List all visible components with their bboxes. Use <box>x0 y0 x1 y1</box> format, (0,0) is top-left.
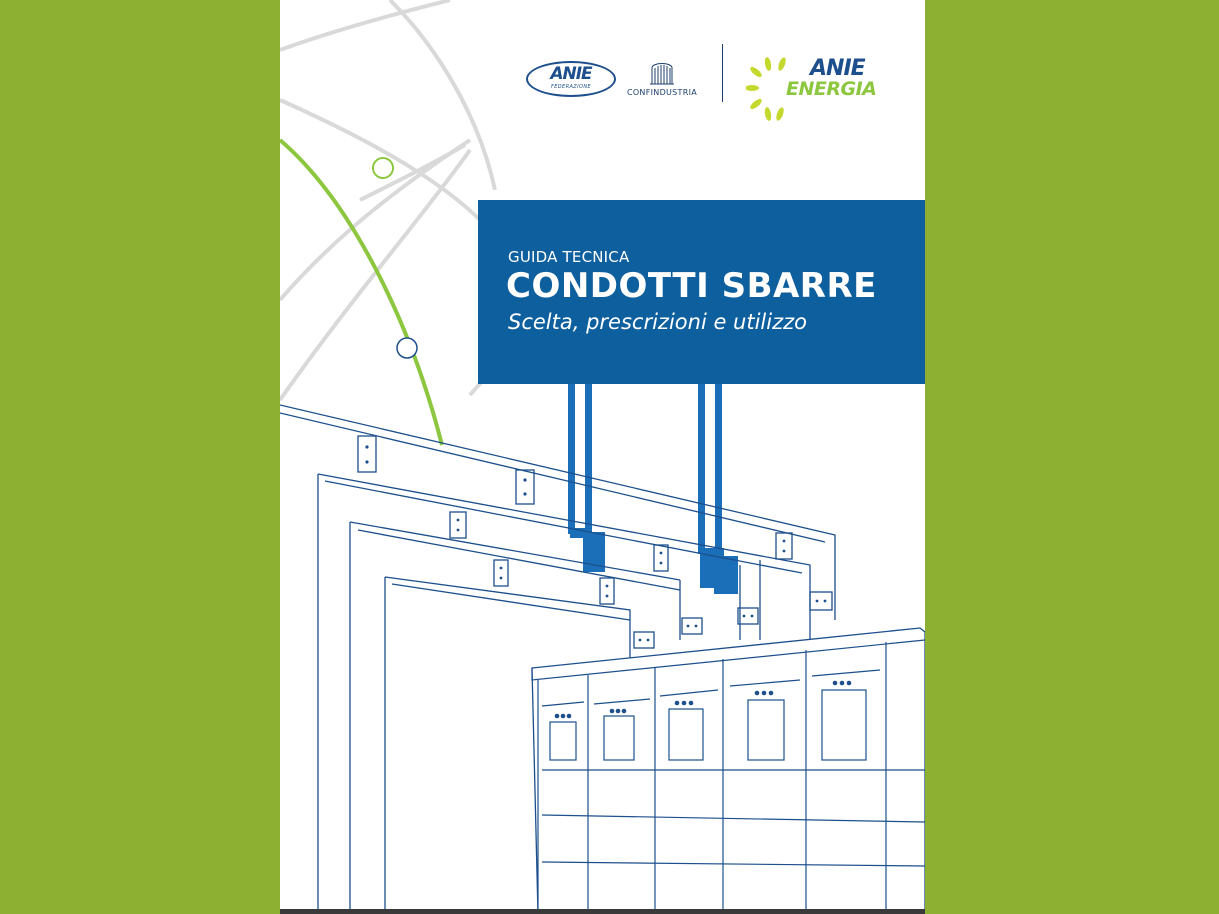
anie-federazione-logo <box>526 61 616 97</box>
logo-anie-word: ANIE <box>550 64 592 84</box>
guide-label: GUIDA TECNICA <box>508 248 630 266</box>
page-bottom-rule <box>280 909 925 914</box>
logo-anie-energia-line2: ENERGIA <box>786 78 877 100</box>
document-cover <box>280 0 925 914</box>
confindustria-logo <box>626 58 698 102</box>
logo-anie-energia-line1: ANIE <box>810 56 865 81</box>
confindustria-word: CONFINDUSTRIA <box>626 88 698 97</box>
switchgear-illustration <box>280 0 925 914</box>
anie-energia-logo <box>746 56 876 122</box>
logo-federazione-word: FEDERAZIONE <box>550 84 592 90</box>
title-panel <box>478 200 925 384</box>
confindustria-emblem-icon <box>626 58 698 88</box>
document-subtitle: Scelta, prescrizioni e utilizzo <box>508 310 807 334</box>
logo-divider <box>722 44 723 102</box>
document-title: CONDOTTI SBARRE <box>506 266 877 306</box>
